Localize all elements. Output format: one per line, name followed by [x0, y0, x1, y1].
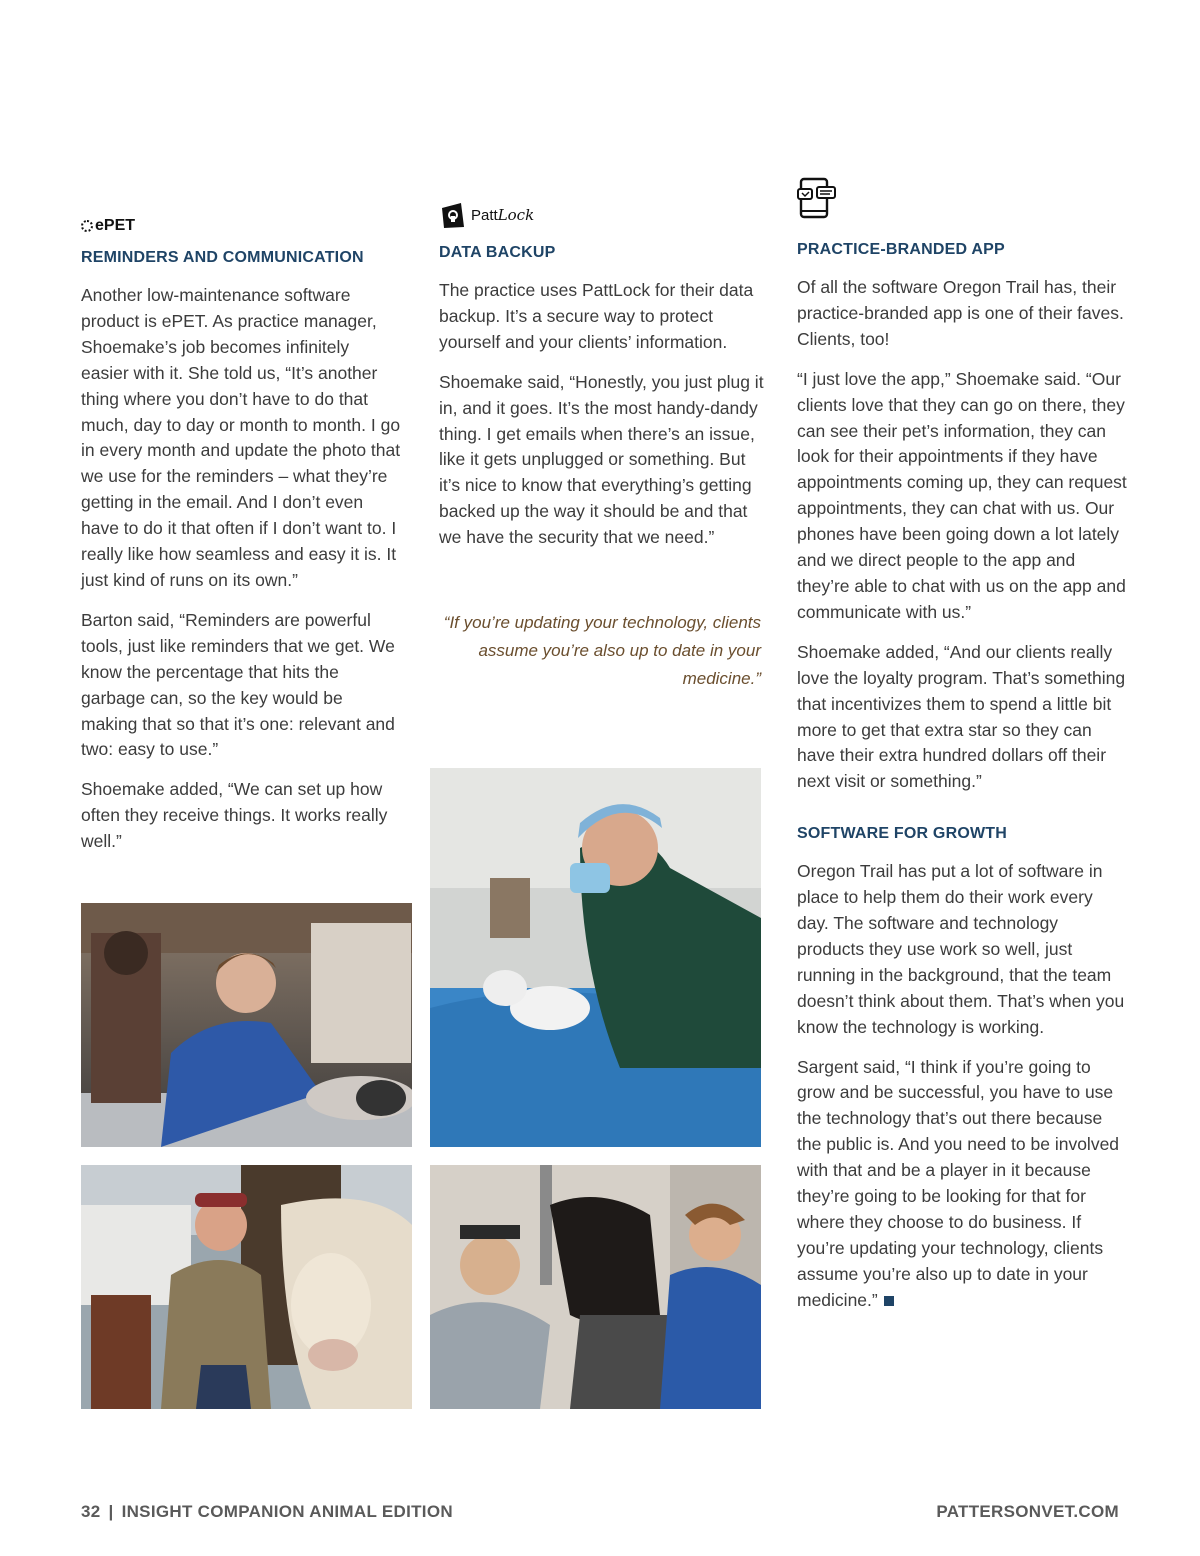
paragraph: The practice uses PattLock for their data backup. It’s a secure way to protect yourself and your clients’ information. [439, 280, 754, 352]
photo-veterinary-surgeon [430, 768, 761, 1147]
phone-chat-icon [797, 175, 1127, 219]
footer-website[interactable]: PATTERSONVET.COM [936, 1502, 1119, 1521]
column-practice-app [797, 175, 1127, 1328]
section-heading-growth: SOFTWARE FOR GROWTH [797, 825, 1008, 843]
sun-icon [81, 220, 93, 232]
pattlock-logo [439, 190, 764, 230]
pull-quote: “If you’re updating your technology, clients assume you’re also up to date in your medicine.” [443, 613, 761, 689]
photo-vet-tech-with-cat [81, 903, 412, 1147]
paragraph: Another low-maintenance software product is ePET. As practice manager, Shoemake’s job becomes infinitely easier with it. She told us, “It’s another thing where you don’t have to do that much, day to day or month to month. I go in every month and update the photo that we use for the reminders – what they’re getting in the email. And I don’t even have to do it that often if I don’t want to. I really like how seamless and easy it is. It just kind of runs on its own.” [81, 285, 401, 590]
column-data-backup [439, 190, 764, 693]
page-number: 32 [81, 1502, 101, 1521]
column-reminders [81, 195, 401, 869]
padlock-icon [439, 200, 467, 230]
paragraph: Sargent said, “I think if you’re going to grow and be successful, you have to use the technology that’s out there because the public is. And you need to be involved with that and be a player in it because they’re going to be looking for that for where they choose to do business. If you’re updating your technology, clients assume you’re also up to date in your medicine.” [797, 1056, 1120, 1310]
paragraph: Shoemake added, “And our clients really love the loyalty program. That’s something that incentivizes them to spend a little bit more to get that extra star so they can have their extra hundred dollars off their next visit or something.” [797, 641, 1126, 792]
photo-vet-with-cow [81, 1165, 412, 1409]
footer-publication [81, 1502, 453, 1522]
paragraph: Shoemake added, “We can set up how often they receive things. It works really well.” [81, 779, 388, 852]
paragraph: Shoemake said, “Honestly, you just plug it in, and it goes. It’s the most handy-dandy thing. I get emails when there’s an issue, like it gets unplugged or something. But it’s nice to know that everything’s getting backed up the way it should be and that we have the security that we need.” [439, 371, 764, 548]
photo-horse-dental-exam [430, 1165, 761, 1409]
publication-title: INSIGHT COMPANION ANIMAL EDITION [121, 1502, 453, 1521]
paragraph: Oregon Trail has put a lot of software in place to help them do their work every day. The software and technology products they use work so well, just running in the background, that the team doesn’t think about them. That’s when you know the technology is working. [797, 861, 1125, 1037]
section-heading-reminders: REMINDERS AND COMMUNICATION [81, 249, 364, 266]
epet-logo [81, 195, 401, 235]
pattlock-logo-text: PattLock [471, 206, 535, 224]
paragraph: “I just love the app,” Shoemake said. “Our clients love that they can go on there, they can see their pet’s information, they can look for their appointments if they have appointments coming up, they can request appointments, they can chat with us. Our phones have been going down a lot lately and we direct people to the app and they’re able to chat with us on the app and communicate with us.” [797, 368, 1127, 622]
end-mark-icon [884, 1296, 894, 1306]
epet-logo-text: ePET [95, 217, 136, 234]
section-heading-data-backup: DATA BACKUP [439, 244, 556, 261]
footer-separator: | [108, 1502, 114, 1521]
section-heading-practice-app: PRACTICE-BRANDED APP [797, 241, 1005, 258]
paragraph: Of all the software Oregon Trail has, their practice-branded app is one of their faves. Clients, too! [797, 277, 1124, 349]
paragraph: Barton said, “Reminders are powerful tools, just like reminders that we get. We know the percentage that hits the garbage can, so the key would be making that so that it’s one: relevant and two: easy to use.” [81, 609, 395, 760]
